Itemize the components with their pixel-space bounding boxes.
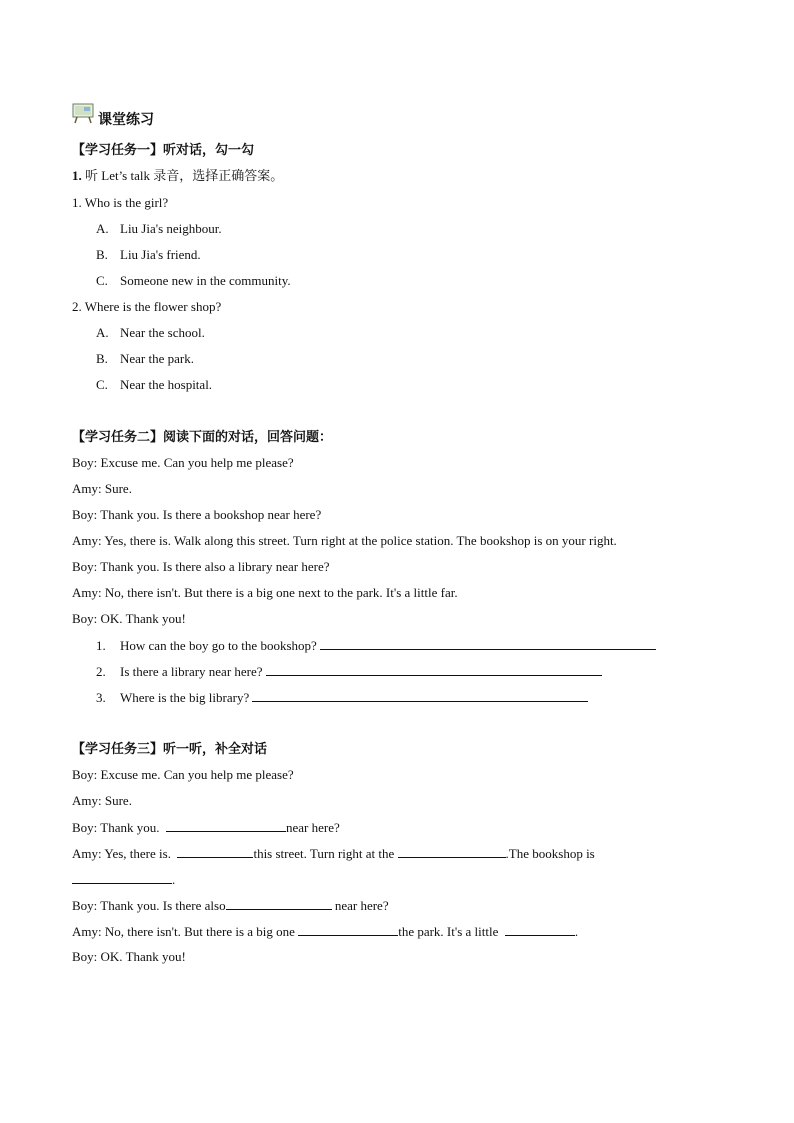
dialogue-line: .: [72, 870, 175, 889]
question-1: 1. Who is the girl?: [72, 195, 169, 210]
dialogue-line: Amy: Yes, there is. Walk along this street. Turn right at the police station. The bookshop is on your right.: [72, 533, 617, 548]
whiteboard-icon: [72, 102, 94, 124]
task3-title: 【学习任务三】听一听，补全对话: [72, 741, 268, 756]
option-2b: B. Near the park.: [96, 351, 194, 366]
task2-title: 【学习任务二】阅读下面的对话，回答问题：: [72, 429, 333, 444]
dialogue-line: Boy: Thank you. Is there also a library near here?: [72, 559, 330, 574]
option-1c: C. Someone new in the community.: [96, 273, 291, 288]
dialogue-line: Boy: Excuse me. Can you help me please?: [72, 455, 294, 470]
task1-title: 【学习任务一】听对话，勾一勾: [72, 142, 255, 157]
option-2a: A. Near the school.: [96, 325, 205, 340]
dialogue-line: Boy: Thank you. Is there also near here?: [72, 898, 389, 913]
option-1a: A. Liu Jia's neighbour.: [96, 221, 222, 236]
instruction-number: 1.: [72, 168, 82, 183]
dialogue-line: Amy: Sure.: [72, 793, 132, 808]
answer-blank[interactable]: [266, 662, 602, 676]
fill-blank[interactable]: [72, 870, 172, 884]
task1-instruction: [72, 167, 283, 185]
answer-blank[interactable]: [320, 636, 656, 650]
option-1b: B. Liu Jia's friend.: [96, 247, 201, 262]
answer-blank[interactable]: [252, 688, 588, 702]
task2-question-2: 2. Is there a library near here?: [96, 662, 602, 681]
fill-blank[interactable]: [226, 896, 332, 910]
dialogue-line: Amy: No, there isn't. But there is a big one the park. It's a little .: [72, 924, 579, 939]
dialogue-line: Boy: Thank you. near here?: [72, 820, 340, 835]
section-title: 课堂练习: [98, 113, 154, 128]
dialogue-line: Amy: Yes, there is. this street. Turn right at the .The bookshop is: [72, 846, 595, 861]
question-2: 2. Where is the flower shop?: [72, 299, 222, 314]
task2-question-3: 3. Where is the big library?: [96, 688, 588, 707]
fill-blank[interactable]: [505, 922, 575, 936]
task2-question-1: 1. How can the boy go to the bookshop?: [96, 636, 656, 655]
dialogue-line: Boy: OK. Thank you!: [72, 611, 186, 626]
fill-blank[interactable]: [398, 844, 506, 858]
dialogue-line: Amy: No, there isn't. But there is a big one next to the park. It's a little far.: [72, 585, 458, 600]
dialogue-line: Boy: OK. Thank you!: [72, 949, 186, 964]
fill-blank[interactable]: [298, 922, 398, 936]
option-2c: C. Near the hospital.: [96, 377, 213, 392]
fill-blank[interactable]: [166, 818, 286, 832]
instruction-text: 听 Let’s talk 录音，选择正确答案。: [85, 168, 284, 183]
dialogue-line: Amy: Sure.: [72, 481, 132, 496]
dialogue-line: Boy: Excuse me. Can you help me please?: [72, 767, 294, 782]
fill-blank[interactable]: [177, 844, 253, 858]
dialogue-line: Boy: Thank you. Is there a bookshop near here?: [72, 507, 322, 522]
